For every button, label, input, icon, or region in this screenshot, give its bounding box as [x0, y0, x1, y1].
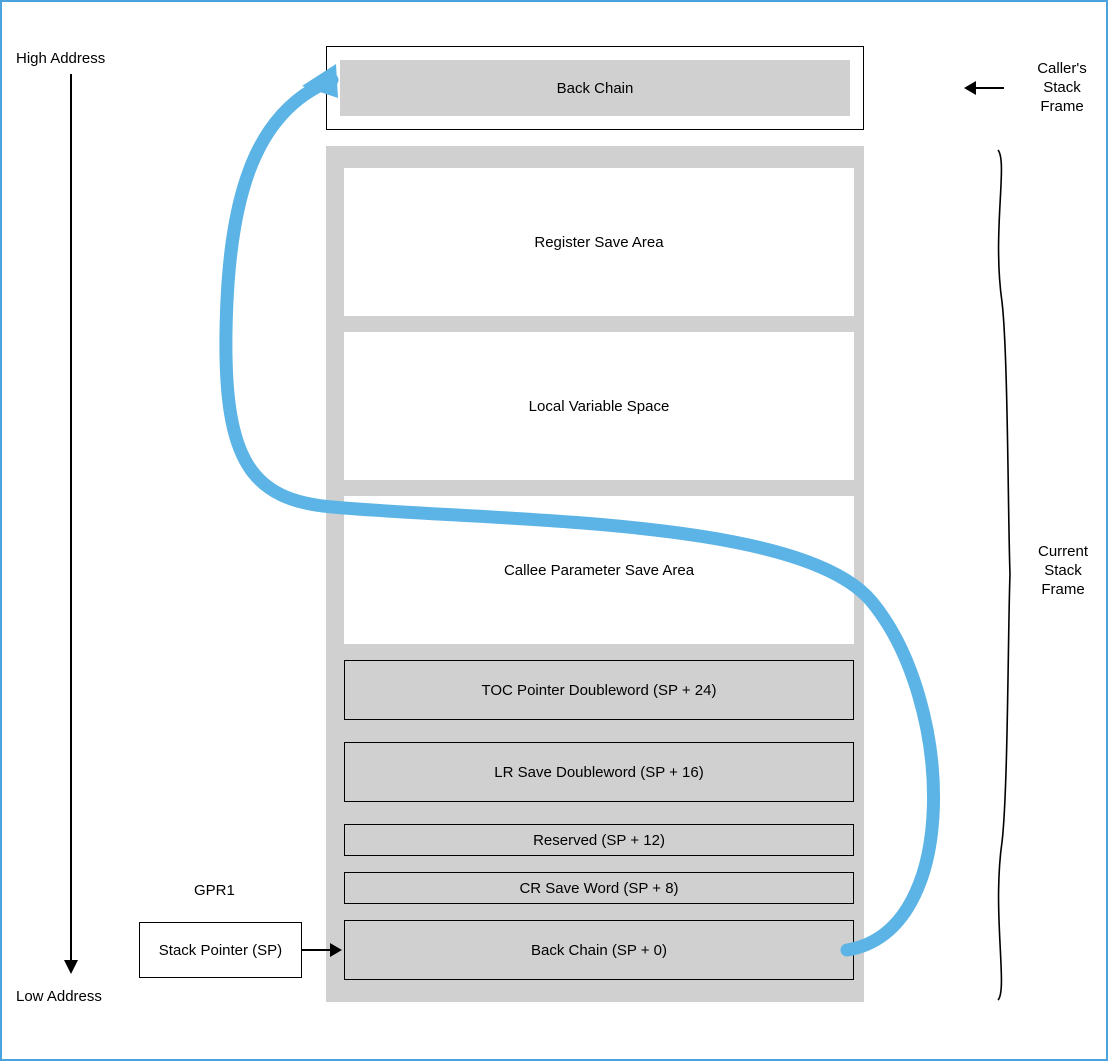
address-axis-line: [70, 74, 72, 964]
callers-frame-label-line-2: Stack: [1043, 79, 1081, 96]
current-stack-frame: [326, 146, 864, 1002]
gpr1-label: GPR1: [194, 882, 235, 899]
callers-frame-label-line-1: Caller's: [1037, 60, 1087, 77]
current-frame-label: [1020, 542, 1106, 599]
slot-lr-save-doubleword: LR Save Doubleword (SP + 16): [344, 742, 854, 802]
slot-reserved: Reserved (SP + 12): [344, 824, 854, 856]
slot-local-variable-space: Local Variable Space: [344, 332, 854, 480]
slot-back-chain: Back Chain: [340, 60, 850, 116]
low-address-label: Low Address: [16, 988, 102, 1005]
slot-back-chain-sp0: Back Chain (SP + 0): [344, 920, 854, 980]
callers-frame-arrow-icon: [964, 81, 976, 95]
slot-callee-parameter-save-area: Callee Parameter Save Area: [344, 496, 854, 644]
current-frame-label-line-1: Current: [1037, 543, 1089, 560]
callers-frame-label: [1022, 59, 1102, 116]
current-frame-brace: [998, 150, 1010, 1000]
slot-register-save-area: Register Save Area: [344, 168, 854, 316]
stack-pointer-arrow-line: [302, 949, 332, 951]
callers-frame-label-line-3: Frame: [1040, 98, 1084, 115]
slot-cr-save-word: CR Save Word (SP + 8): [344, 872, 854, 904]
high-address-label: High Address: [16, 50, 106, 67]
current-frame-label-line-3: Frame: [1041, 581, 1085, 598]
address-axis-arrow-icon: [64, 960, 78, 974]
stack-pointer-arrow-icon: [330, 943, 342, 957]
stack-pointer-box: Stack Pointer (SP): [139, 922, 302, 978]
slot-toc-pointer-doubleword: TOC Pointer Doubleword (SP + 24): [344, 660, 854, 720]
current-frame-label-line-2: Stack: [1044, 562, 1082, 579]
